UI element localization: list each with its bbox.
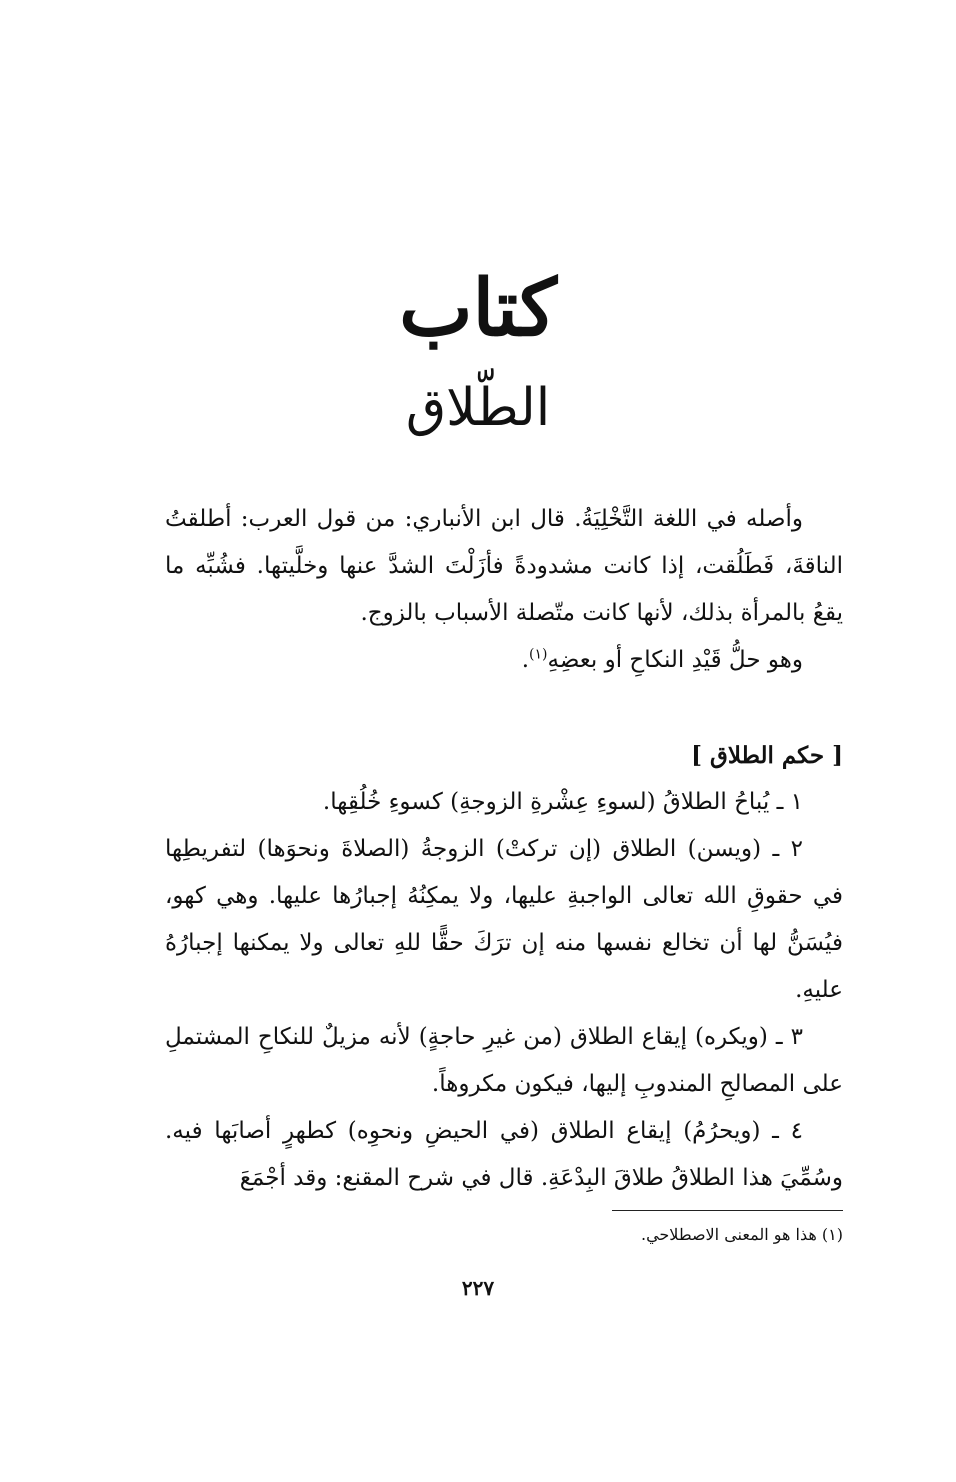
footnote-divider bbox=[612, 1210, 843, 1211]
section-heading: [ حكم الطلاق ] bbox=[691, 742, 843, 769]
ruling-item: ٣ ـ (ويكره) إيقاع الطلاق (من غيرِ حاجةٍ) لأنه مزيلٌ للنكاحِ المشتملِ على المصالحِ المندوبِ إليها، فيكون مكروهاً. bbox=[165, 1024, 843, 1097]
ruling-item: ٢ ـ (ويسن) الطلاق (إن تركتْ) الزوجةُ (الصلاةَ ونحوَها) لتفريطِها في حقوقِ الله تعالى الواجبةِ عليها، ولا يمكِنُهُ إجبارُها عليها. وهي كهو، فيُسَنُّ لها أن تخالع نفسها منه إن ترَكَ حقًّا للهِ تعالى ولا يمكنها إجبارُهُ عليهِ. bbox=[165, 836, 843, 1003]
footnote-ref: (١) bbox=[529, 646, 548, 663]
book-subtitle: الطّلاق bbox=[405, 378, 551, 438]
book-title: كتاب bbox=[399, 263, 557, 354]
ruling-item: ٤ ـ (ويحرُمُ) إيقاع الطلاق (في الحيضِ ونحوِه) كطهرٍ أصابَها فيه. وسُمِّيَ هذا الطلاقُ طلاقَ البِدْعَةِ. قال في شرح المقنع: وقد أجْمَعَ bbox=[165, 1118, 843, 1191]
definition-text: وهو حلُّ قَيْدِ النكاحِ أو بعضِهِ bbox=[547, 647, 803, 673]
definition-end: . bbox=[521, 647, 530, 673]
page-number: ٢٢٧ bbox=[461, 1276, 495, 1300]
body-text bbox=[165, 496, 843, 1202]
intro-paragraph: وأصله في اللغة التَّخْلِيَةُ. قال ابن الأنباري: من قول العرب: أطلقتُ الناقةَ، فَطَلُقت، إذا كانت مشدودةً فأزَلْتَ الشدَّ عنها وخلَّيتها. فشُبِّه ما يقعُ بالمرأة بذلك، لأنها كانت متّصلة الأسباب بالزوج. bbox=[165, 506, 843, 626]
footnote: (١) هذا هو المعنى الاصطلاحي. bbox=[640, 1225, 843, 1244]
ruling-item: ١ ـ يُباحُ الطلاقُ (لسوءِ عِشْرةِ الزوجةِ) كسوءِ خُلُقِها. bbox=[322, 789, 803, 815]
definition-paragraph bbox=[165, 637, 843, 684]
section-gap bbox=[165, 684, 843, 708]
